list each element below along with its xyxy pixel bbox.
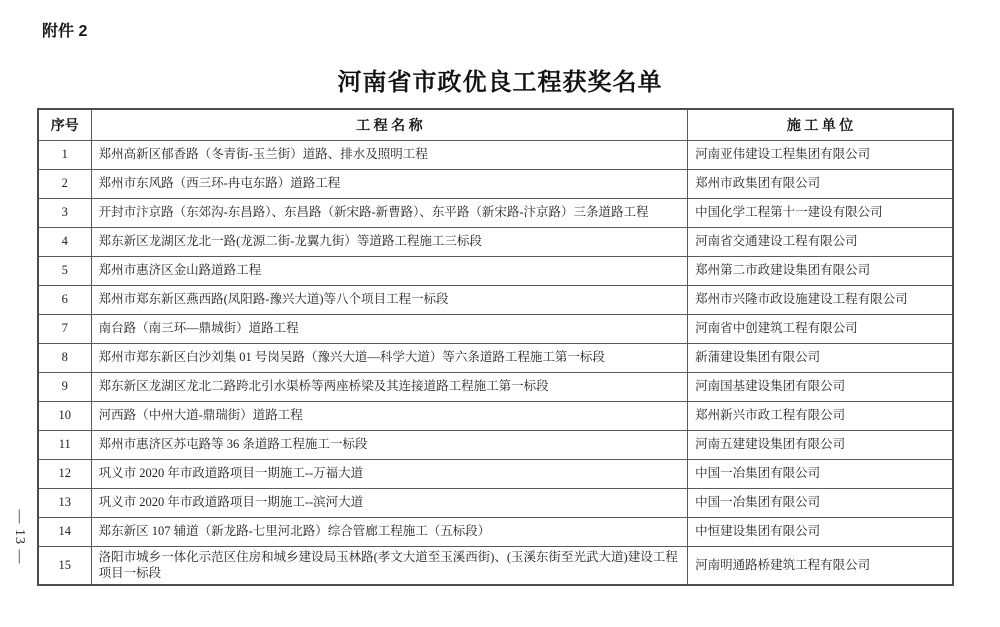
row-index-cell: 9 <box>38 372 91 401</box>
table-row <box>38 169 953 198</box>
project-name-cell: 南台路（南三环—鼎城街）道路工程 <box>91 314 688 343</box>
project-name-cell: 郑州市郑东新区燕西路(凤阳路-豫兴大道)等八个项目工程一标段 <box>91 285 688 314</box>
header-unit: 施 工 单 位 <box>688 109 953 140</box>
row-index-cell: 2 <box>38 169 91 198</box>
project-name-cell: 郑东新区 107 辅道（新龙路-七里河北路）综合管廊工程施工（五标段） <box>91 517 688 546</box>
construction-unit-cell: 郑州市政集团有限公司 <box>688 169 953 198</box>
table-row <box>38 314 953 343</box>
construction-unit-cell: 河南明通路桥建筑工程有限公司 <box>688 546 953 585</box>
construction-unit-cell: 河南省交通建设工程有限公司 <box>688 227 953 256</box>
header-project: 工 程 名 称 <box>91 109 688 140</box>
row-index-cell: 14 <box>38 517 91 546</box>
row-index-cell: 7 <box>38 314 91 343</box>
row-index-cell: 13 <box>38 488 91 517</box>
header-index: 序号 <box>38 109 91 140</box>
row-index-cell: 8 <box>38 343 91 372</box>
table-row <box>38 459 953 488</box>
construction-unit-cell: 河南亚伟建设工程集团有限公司 <box>688 140 953 169</box>
construction-unit-cell: 郑州新兴市政工程有限公司 <box>688 401 953 430</box>
row-index-cell: 3 <box>38 198 91 227</box>
table-row <box>38 198 953 227</box>
table-row <box>38 140 953 169</box>
construction-unit-cell: 郑州市兴隆市政设施建设工程有限公司 <box>688 285 953 314</box>
project-name-cell: 郑州市惠济区金山路道路工程 <box>91 256 688 285</box>
table-row <box>38 401 953 430</box>
table-row <box>38 227 953 256</box>
project-name-cell: 巩义市 2020 年市政道路项目一期施工--滨河大道 <box>91 488 688 517</box>
construction-unit-cell: 河南五建建设集团有限公司 <box>688 430 953 459</box>
project-name-cell: 河西路（中州大道-鼎瑞街）道路工程 <box>91 401 688 430</box>
construction-unit-cell: 河南省中创建筑工程有限公司 <box>688 314 953 343</box>
table-header-row <box>38 109 953 140</box>
project-name-cell: 郑州高新区郁香路（冬青街-玉兰街）道路、排水及照明工程 <box>91 140 688 169</box>
attachment-label: 附件 2 <box>42 23 88 40</box>
row-index-cell: 6 <box>38 285 91 314</box>
table-row <box>38 430 953 459</box>
row-index-cell: 11 <box>38 430 91 459</box>
project-name-cell: 郑东新区龙湖区龙北一路(龙源二街-龙翼九街）等道路工程施工三标段 <box>91 227 688 256</box>
project-name-cell: 巩义市 2020 年市政道路项目一期施工--万福大道 <box>91 459 688 488</box>
awards-table <box>37 108 954 586</box>
construction-unit-cell: 新蒲建设集团有限公司 <box>688 343 953 372</box>
construction-unit-cell: 郑州第二市政建设集团有限公司 <box>688 256 953 285</box>
project-name-cell: 郑州市东风路（西三环-冉屯东路）道路工程 <box>91 169 688 198</box>
row-index-cell: 1 <box>38 140 91 169</box>
project-name-cell: 郑州市郑东新区白沙刘集 01 号岗吴路（豫兴大道—科学大道）等六条道路工程施工第一标段 <box>91 343 688 372</box>
row-index-cell: 15 <box>38 546 91 585</box>
project-name-cell: 洛阳市城乡一体化示范区住房和城乡建设局玉林路(孝文大道至玉溪西街)、(玉溪东街至光武大道)建设工程项目一标段 <box>91 546 688 585</box>
table-row <box>38 256 953 285</box>
table-row <box>38 285 953 314</box>
construction-unit-cell: 河南国基建设集团有限公司 <box>688 372 953 401</box>
project-name-cell: 郑东新区龙湖区龙北二路跨北引水渠桥等两座桥梁及其连接道路工程施工第一标段 <box>91 372 688 401</box>
construction-unit-cell: 中国一冶集团有限公司 <box>688 488 953 517</box>
table-row <box>38 372 953 401</box>
table-row <box>38 343 953 372</box>
row-index-cell: 10 <box>38 401 91 430</box>
construction-unit-cell: 中国化学工程第十一建设有限公司 <box>688 198 953 227</box>
construction-unit-cell: 中国一冶集团有限公司 <box>688 459 953 488</box>
project-name-cell: 郑州市惠济区苏屯路等 36 条道路工程施工一标段 <box>91 430 688 459</box>
page-number: — 13 — <box>12 509 27 565</box>
page-title: 河南省市政优良工程获奖名单 <box>337 69 663 96</box>
row-index-cell: 4 <box>38 227 91 256</box>
table-row <box>38 546 953 585</box>
construction-unit-cell: 中恒建设集团有限公司 <box>688 517 953 546</box>
project-name-cell: 开封市汴京路（东郊沟-东昌路）、东昌路（新宋路-新曹路）、东平路（新宋路-汴京路）三条道路工程 <box>91 198 688 227</box>
row-index-cell: 5 <box>38 256 91 285</box>
table-row <box>38 517 953 546</box>
row-index-cell: 12 <box>38 459 91 488</box>
table-row <box>38 488 953 517</box>
